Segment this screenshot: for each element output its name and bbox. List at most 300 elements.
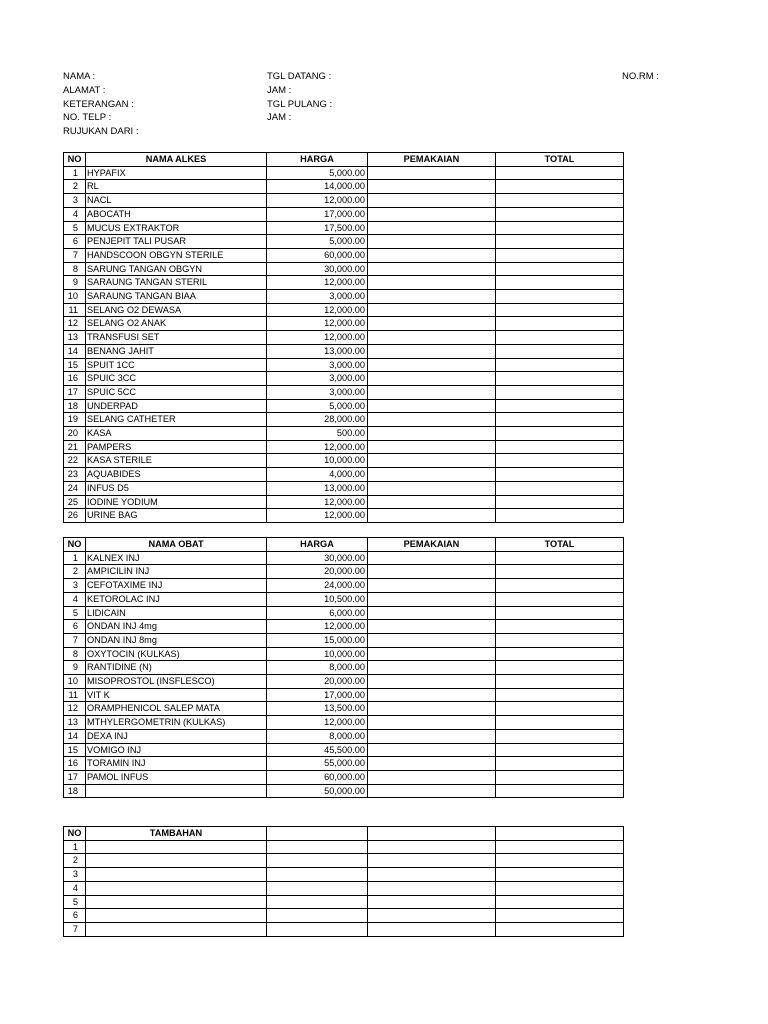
table-row xyxy=(64,207,624,221)
tambahan-cell-total[interactable] xyxy=(496,854,624,868)
alkes-cell-total[interactable] xyxy=(496,358,624,372)
obat-cell-total[interactable] xyxy=(496,661,624,675)
obat-cell-pemakaian[interactable] xyxy=(368,579,496,593)
tambahan-cell-pemakaian[interactable] xyxy=(368,840,496,854)
obat-header-harga: HARGA xyxy=(267,538,368,552)
obat-cell-harga: 10,500.00 xyxy=(267,592,368,606)
alkes-cell-harga: 12,000.00 xyxy=(267,317,368,331)
obat-cell-pemakaian[interactable] xyxy=(368,743,496,757)
tambahan-cell-no: 6 xyxy=(64,909,86,923)
obat-cell-name: CEFOTAXIME INJ xyxy=(86,579,267,593)
alkes-cell-total[interactable] xyxy=(496,331,624,345)
alkes-cell-pemakaian[interactable] xyxy=(368,399,496,413)
obat-cell-harga: 12,000.00 xyxy=(267,716,368,730)
table-row xyxy=(64,194,624,208)
table-row xyxy=(64,895,624,909)
alkes-cell-no: 9 xyxy=(64,276,86,290)
obat-cell-name: ORAMPHENICOL SALEP MATA xyxy=(86,702,267,716)
obat-cell-no: 15 xyxy=(64,743,86,757)
tambahan-cell-name xyxy=(86,909,267,923)
obat-cell-total[interactable] xyxy=(496,647,624,661)
table-row xyxy=(64,661,624,675)
table-row xyxy=(64,922,624,936)
alkes-cell-no: 20 xyxy=(64,427,86,441)
alkes-cell-name: HYPAFIX xyxy=(86,166,267,180)
alkes-cell-total[interactable] xyxy=(496,290,624,304)
alkes-cell-harga: 3,000.00 xyxy=(267,372,368,386)
alkes-cell-no: 24 xyxy=(64,481,86,495)
alkes-header-row xyxy=(64,153,624,167)
obat-cell-harga: 20,000.00 xyxy=(267,565,368,579)
table-row xyxy=(64,743,624,757)
obat-cell-pemakaian[interactable] xyxy=(368,716,496,730)
alkes-cell-pemakaian[interactable] xyxy=(368,509,496,523)
alkes-cell-name: SARUNG TANGAN OBGYN xyxy=(86,262,267,276)
obat-cell-harga: 30,000.00 xyxy=(267,551,368,565)
obat-cell-total[interactable] xyxy=(496,716,624,730)
alkes-cell-harga: 3,000.00 xyxy=(267,385,368,399)
alkes-cell-total[interactable] xyxy=(496,317,624,331)
obat-cell-pemakaian[interactable] xyxy=(368,729,496,743)
table-row xyxy=(64,757,624,771)
tambahan-cell-total[interactable] xyxy=(496,881,624,895)
alkes-cell-no: 4 xyxy=(64,207,86,221)
obat-cell-no: 18 xyxy=(64,784,86,798)
tambahan-cell-harga xyxy=(267,840,368,854)
obat-cell-no: 13 xyxy=(64,716,86,730)
tambahan-table xyxy=(63,826,624,937)
table-row xyxy=(64,372,624,386)
alkes-cell-pemakaian[interactable] xyxy=(368,427,496,441)
obat-cell-name: ONDAN INJ 8mg xyxy=(86,633,267,647)
obat-cell-harga: 12,000.00 xyxy=(267,620,368,634)
obat-cell-pemakaian[interactable] xyxy=(368,620,496,634)
alkes-cell-no: 17 xyxy=(64,385,86,399)
obat-cell-harga: 50,000.00 xyxy=(267,784,368,798)
alkes-cell-harga: 5,000.00 xyxy=(267,399,368,413)
alkes-cell-harga: 60,000.00 xyxy=(267,248,368,262)
obat-cell-harga: 45,500.00 xyxy=(267,743,368,757)
alkes-cell-total[interactable] xyxy=(496,221,624,235)
table-row xyxy=(64,606,624,620)
obat-cell-name: KALNEX INJ xyxy=(86,551,267,565)
alkes-cell-harga: 5,000.00 xyxy=(267,166,368,180)
table-row xyxy=(64,331,624,345)
alkes-cell-no: 21 xyxy=(64,440,86,454)
table-row xyxy=(64,317,624,331)
alkes-cell-total[interactable] xyxy=(496,468,624,482)
alkes-cell-harga: 3,000.00 xyxy=(267,358,368,372)
table-row xyxy=(64,344,624,358)
alkes-cell-total[interactable] xyxy=(496,166,624,180)
obat-cell-no: 5 xyxy=(64,606,86,620)
alkes-header-name: NAMA ALKES xyxy=(86,153,267,167)
obat-cell-total[interactable] xyxy=(496,688,624,702)
table-row xyxy=(64,481,624,495)
tambahan-cell-pemakaian[interactable] xyxy=(368,895,496,909)
alkes-cell-harga: 28,000.00 xyxy=(267,413,368,427)
table-row xyxy=(64,221,624,235)
obat-cell-no: 6 xyxy=(64,620,86,634)
obat-cell-no: 14 xyxy=(64,729,86,743)
obat-cell-no: 12 xyxy=(64,702,86,716)
alkes-cell-name: SARAUNG TANGAN STERIL xyxy=(86,276,267,290)
alkes-cell-pemakaian[interactable] xyxy=(368,207,496,221)
tambahan-cell-pemakaian[interactable] xyxy=(368,909,496,923)
obat-cell-name: MISOPROSTOL (INSFLESCO) xyxy=(86,675,267,689)
alkes-cell-no: 7 xyxy=(64,248,86,262)
alkes-cell-no: 26 xyxy=(64,509,86,523)
alkes-cell-total[interactable] xyxy=(496,276,624,290)
alkes-cell-harga: 13,000.00 xyxy=(267,344,368,358)
alkes-cell-name: SPUIC 3CC xyxy=(86,372,267,386)
table-row xyxy=(64,454,624,468)
obat-cell-total[interactable] xyxy=(496,606,624,620)
table-row xyxy=(64,551,624,565)
table-row xyxy=(64,468,624,482)
table-row xyxy=(64,565,624,579)
obat-cell-total[interactable] xyxy=(496,551,624,565)
table-row xyxy=(64,770,624,784)
obat-cell-name: MTHYLERGOMETRIN (KULKAS) xyxy=(86,716,267,730)
alkes-cell-total[interactable] xyxy=(496,235,624,249)
obat-cell-name: ONDAN INJ 4mg xyxy=(86,620,267,634)
alkes-cell-no: 14 xyxy=(64,344,86,358)
jam-pulang-label: JAM : xyxy=(267,112,292,124)
alkes-cell-total[interactable] xyxy=(496,207,624,221)
obat-cell-no: 1 xyxy=(64,551,86,565)
alkes-cell-total[interactable] xyxy=(496,248,624,262)
tambahan-cell-harga xyxy=(267,854,368,868)
table-row xyxy=(64,868,624,882)
alkes-cell-total[interactable] xyxy=(496,399,624,413)
obat-cell-pemakaian[interactable] xyxy=(368,688,496,702)
alkes-cell-total[interactable] xyxy=(496,372,624,386)
jam-datang-label: JAM : xyxy=(267,84,292,96)
alkes-cell-pemakaian[interactable] xyxy=(368,495,496,509)
alkes-cell-no: 23 xyxy=(64,468,86,482)
alkes-cell-name: MUCUS EXTRAKTOR xyxy=(86,221,267,235)
alkes-cell-pemakaian[interactable] xyxy=(368,344,496,358)
alkes-cell-no: 6 xyxy=(64,235,86,249)
alkes-cell-no: 3 xyxy=(64,194,86,208)
table-row xyxy=(64,909,624,923)
alkes-cell-no: 8 xyxy=(64,262,86,276)
table-row xyxy=(64,509,624,523)
obat-cell-name: VOMIGO INJ xyxy=(86,743,267,757)
alkes-cell-pemakaian[interactable] xyxy=(368,331,496,345)
alkes-cell-no: 1 xyxy=(64,166,86,180)
alkes-cell-pemakaian[interactable] xyxy=(368,262,496,276)
obat-header-pemakaian: PEMAKAIAN xyxy=(368,538,496,552)
obat-cell-total[interactable] xyxy=(496,757,624,771)
keterangan-label: KETERANGAN : xyxy=(63,98,134,110)
table-row xyxy=(64,840,624,854)
alkes-cell-pemakaian[interactable] xyxy=(368,194,496,208)
table-row xyxy=(64,440,624,454)
alkes-cell-harga: 10,000.00 xyxy=(267,454,368,468)
obat-cell-harga: 15,000.00 xyxy=(267,633,368,647)
alkes-cell-harga: 12,000.00 xyxy=(267,440,368,454)
alkes-cell-pemakaian[interactable] xyxy=(368,303,496,317)
obat-cell-harga: 10,000.00 xyxy=(267,647,368,661)
tambahan-header-row xyxy=(64,827,624,841)
alkes-cell-total[interactable] xyxy=(496,509,624,523)
table-row xyxy=(64,688,624,702)
obat-cell-no: 3 xyxy=(64,579,86,593)
obat-cell-name: KETOROLAC INJ xyxy=(86,592,267,606)
alkes-cell-pemakaian[interactable] xyxy=(368,468,496,482)
obat-cell-no: 4 xyxy=(64,592,86,606)
obat-header-no: NO xyxy=(64,538,86,552)
table-row xyxy=(64,784,624,798)
obat-cell-name: AMPICILIN INJ xyxy=(86,565,267,579)
tambahan-cell-harga xyxy=(267,895,368,909)
alkes-cell-pemakaian[interactable] xyxy=(368,440,496,454)
tambahan-cell-harga xyxy=(267,881,368,895)
alkes-cell-total[interactable] xyxy=(496,481,624,495)
tambahan-cell-no: 3 xyxy=(64,868,86,882)
tambahan-cell-pemakaian[interactable] xyxy=(368,854,496,868)
alkes-cell-total[interactable] xyxy=(496,495,624,509)
obat-header-total: TOTAL xyxy=(496,538,624,552)
table-row xyxy=(64,248,624,262)
tambahan-cell-total[interactable] xyxy=(496,909,624,923)
alkes-cell-harga: 500.00 xyxy=(267,427,368,441)
obat-cell-total[interactable] xyxy=(496,770,624,784)
obat-cell-harga: 60,000.00 xyxy=(267,770,368,784)
alkes-cell-no: 13 xyxy=(64,331,86,345)
obat-cell-pemakaian[interactable] xyxy=(368,633,496,647)
alkes-cell-name: SELANG CATHETER xyxy=(86,413,267,427)
no-telp-label: NO. TELP : xyxy=(63,112,112,124)
alkes-cell-pemakaian[interactable] xyxy=(368,317,496,331)
alkes-cell-harga: 12,000.00 xyxy=(267,194,368,208)
obat-cell-name: VIT K xyxy=(86,688,267,702)
tambahan-cell-no: 2 xyxy=(64,854,86,868)
alkes-cell-name: INFUS D5 xyxy=(86,481,267,495)
alkes-header-no: NO xyxy=(64,153,86,167)
table-row xyxy=(64,180,624,194)
obat-cell-pemakaian[interactable] xyxy=(368,702,496,716)
alkes-cell-pemakaian[interactable] xyxy=(368,454,496,468)
tambahan-cell-harga xyxy=(267,909,368,923)
alkes-cell-name: IODINE YODIUM xyxy=(86,495,267,509)
obat-cell-total[interactable] xyxy=(496,729,624,743)
tambahan-cell-total[interactable] xyxy=(496,895,624,909)
obat-cell-total[interactable] xyxy=(496,702,624,716)
obat-header-row xyxy=(64,538,624,552)
tambahan-cell-total[interactable] xyxy=(496,868,624,882)
obat-cell-pemakaian[interactable] xyxy=(368,606,496,620)
alkes-table xyxy=(63,152,624,523)
alkes-cell-no: 25 xyxy=(64,495,86,509)
alkes-cell-pemakaian[interactable] xyxy=(368,235,496,249)
table-row xyxy=(64,881,624,895)
alkes-cell-total[interactable] xyxy=(496,440,624,454)
alkes-cell-name: KASA STERILE xyxy=(86,454,267,468)
obat-cell-pemakaian[interactable] xyxy=(368,565,496,579)
obat-cell-total[interactable] xyxy=(496,675,624,689)
tambahan-header-name: TAMBAHAN xyxy=(86,827,267,841)
obat-cell-pemakaian[interactable] xyxy=(368,675,496,689)
alkes-cell-harga: 12,000.00 xyxy=(267,276,368,290)
tambahan-header-harga xyxy=(267,827,368,841)
alkes-cell-no: 15 xyxy=(64,358,86,372)
alkes-cell-total[interactable] xyxy=(496,427,624,441)
alkes-cell-pemakaian[interactable] xyxy=(368,180,496,194)
alkes-cell-total[interactable] xyxy=(496,344,624,358)
obat-cell-pemakaian[interactable] xyxy=(368,784,496,798)
alamat-label: ALAMAT : xyxy=(63,84,106,96)
tambahan-cell-no: 5 xyxy=(64,895,86,909)
alkes-cell-pemakaian[interactable] xyxy=(368,358,496,372)
obat-cell-no: 9 xyxy=(64,661,86,675)
alkes-cell-total[interactable] xyxy=(496,180,624,194)
alkes-cell-harga: 3,000.00 xyxy=(267,290,368,304)
alkes-cell-no: 18 xyxy=(64,399,86,413)
table-row xyxy=(64,716,624,730)
table-row xyxy=(64,702,624,716)
alkes-cell-total[interactable] xyxy=(496,262,624,276)
table-row xyxy=(64,166,624,180)
alkes-cell-no: 10 xyxy=(64,290,86,304)
alkes-cell-pemakaian[interactable] xyxy=(368,481,496,495)
header-col-rm xyxy=(622,70,659,84)
alkes-cell-harga: 4,000.00 xyxy=(267,468,368,482)
tambahan-cell-total[interactable] xyxy=(496,840,624,854)
alkes-cell-name: SELANG O2 DEWASA xyxy=(86,303,267,317)
tambahan-cell-pemakaian[interactable] xyxy=(368,881,496,895)
alkes-cell-pemakaian[interactable] xyxy=(368,276,496,290)
header-col-patient xyxy=(63,70,138,139)
obat-cell-name: RANTIDINE (N) xyxy=(86,661,267,675)
obat-cell-pemakaian[interactable] xyxy=(368,551,496,565)
tambahan-cell-name xyxy=(86,881,267,895)
alkes-cell-name: HANDSCOON OBGYN STERILE xyxy=(86,248,267,262)
alkes-cell-name: AQUABIDES xyxy=(86,468,267,482)
tambahan-cell-pemakaian[interactable] xyxy=(368,922,496,936)
obat-cell-pemakaian[interactable] xyxy=(368,661,496,675)
obat-cell-total[interactable] xyxy=(496,633,624,647)
table-row xyxy=(64,276,624,290)
table-row xyxy=(64,647,624,661)
alkes-cell-name: SPUIT 1CC xyxy=(86,358,267,372)
tambahan-cell-name xyxy=(86,868,267,882)
alkes-cell-total[interactable] xyxy=(496,303,624,317)
obat-cell-total[interactable] xyxy=(496,579,624,593)
alkes-cell-pemakaian[interactable] xyxy=(368,413,496,427)
table-row xyxy=(64,620,624,634)
alkes-cell-total[interactable] xyxy=(496,194,624,208)
alkes-header-harga: HARGA xyxy=(267,153,368,167)
table-row xyxy=(64,413,624,427)
alkes-cell-pemakaian[interactable] xyxy=(368,221,496,235)
alkes-cell-pemakaian[interactable] xyxy=(368,166,496,180)
tambahan-cell-harga xyxy=(267,868,368,882)
tambahan-header-total xyxy=(496,827,624,841)
alkes-cell-total[interactable] xyxy=(496,385,624,399)
tambahan-cell-harga xyxy=(267,922,368,936)
alkes-cell-no: 22 xyxy=(64,454,86,468)
alkes-cell-pemakaian[interactable] xyxy=(368,290,496,304)
tambahan-cell-no: 1 xyxy=(64,840,86,854)
table-row xyxy=(64,303,624,317)
tambahan-cell-name xyxy=(86,922,267,936)
tgl-pulang-label: TGL PULANG : xyxy=(267,98,333,110)
tambahan-cell-pemakaian[interactable] xyxy=(368,868,496,882)
table-row xyxy=(64,399,624,413)
obat-cell-total[interactable] xyxy=(496,565,624,579)
obat-cell-no: 10 xyxy=(64,675,86,689)
obat-cell-pemakaian[interactable] xyxy=(368,592,496,606)
alkes-cell-pemakaian[interactable] xyxy=(368,385,496,399)
table-row xyxy=(64,235,624,249)
alkes-cell-name: BENANG JAHIT xyxy=(86,344,267,358)
obat-cell-pemakaian[interactable] xyxy=(368,770,496,784)
alkes-cell-total[interactable] xyxy=(496,413,624,427)
alkes-cell-harga: 12,000.00 xyxy=(267,495,368,509)
alkes-cell-pemakaian[interactable] xyxy=(368,372,496,386)
obat-cell-total[interactable] xyxy=(496,743,624,757)
obat-cell-no: 11 xyxy=(64,688,86,702)
alkes-cell-harga: 5,000.00 xyxy=(267,235,368,249)
alkes-cell-name: KASA xyxy=(86,427,267,441)
tambahan-cell-name xyxy=(86,895,267,909)
tambahan-header-no: NO xyxy=(64,827,86,841)
alkes-cell-no: 2 xyxy=(64,180,86,194)
alkes-cell-name: RL xyxy=(86,180,267,194)
obat-cell-total[interactable] xyxy=(496,620,624,634)
table-row xyxy=(64,495,624,509)
obat-cell-no: 16 xyxy=(64,757,86,771)
obat-cell-no: 7 xyxy=(64,633,86,647)
obat-cell-harga: 55,000.00 xyxy=(267,757,368,771)
tambahan-cell-no: 7 xyxy=(64,922,86,936)
alkes-cell-pemakaian[interactable] xyxy=(368,248,496,262)
alkes-cell-harga: 13,000.00 xyxy=(267,481,368,495)
obat-cell-harga: 24,000.00 xyxy=(267,579,368,593)
obat-cell-no: 17 xyxy=(64,770,86,784)
alkes-cell-name: TRANSFUSI SET xyxy=(86,331,267,345)
obat-cell-pemakaian[interactable] xyxy=(368,647,496,661)
alkes-cell-name: PENJEPIT TALI PUSAR xyxy=(86,235,267,249)
alkes-cell-total[interactable] xyxy=(496,454,624,468)
alkes-cell-name: SELANG O2 ANAK xyxy=(86,317,267,331)
tambahan-header-pemakaian xyxy=(368,827,496,841)
alkes-cell-harga: 17,500.00 xyxy=(267,221,368,235)
alkes-cell-harga: 17,000.00 xyxy=(267,207,368,221)
alkes-cell-harga: 12,000.00 xyxy=(267,509,368,523)
alkes-cell-name: PAMPERS xyxy=(86,440,267,454)
alkes-cell-name: URINE BAG xyxy=(86,509,267,523)
table-row xyxy=(64,729,624,743)
tambahan-cell-total[interactable] xyxy=(496,922,624,936)
obat-cell-name: LIDICAIN xyxy=(86,606,267,620)
alkes-cell-no: 12 xyxy=(64,317,86,331)
tgl-datang-label: TGL DATANG : xyxy=(267,71,332,82)
obat-cell-pemakaian[interactable] xyxy=(368,757,496,771)
obat-cell-name: TORAMIN INJ xyxy=(86,757,267,771)
alkes-cell-name: ABOCATH xyxy=(86,207,267,221)
alkes-cell-no: 11 xyxy=(64,303,86,317)
obat-cell-total[interactable] xyxy=(496,784,624,798)
table-row xyxy=(64,385,624,399)
table-row xyxy=(64,358,624,372)
nama-label: NAMA : xyxy=(63,71,96,82)
obat-cell-total[interactable] xyxy=(496,592,624,606)
table-row xyxy=(64,633,624,647)
